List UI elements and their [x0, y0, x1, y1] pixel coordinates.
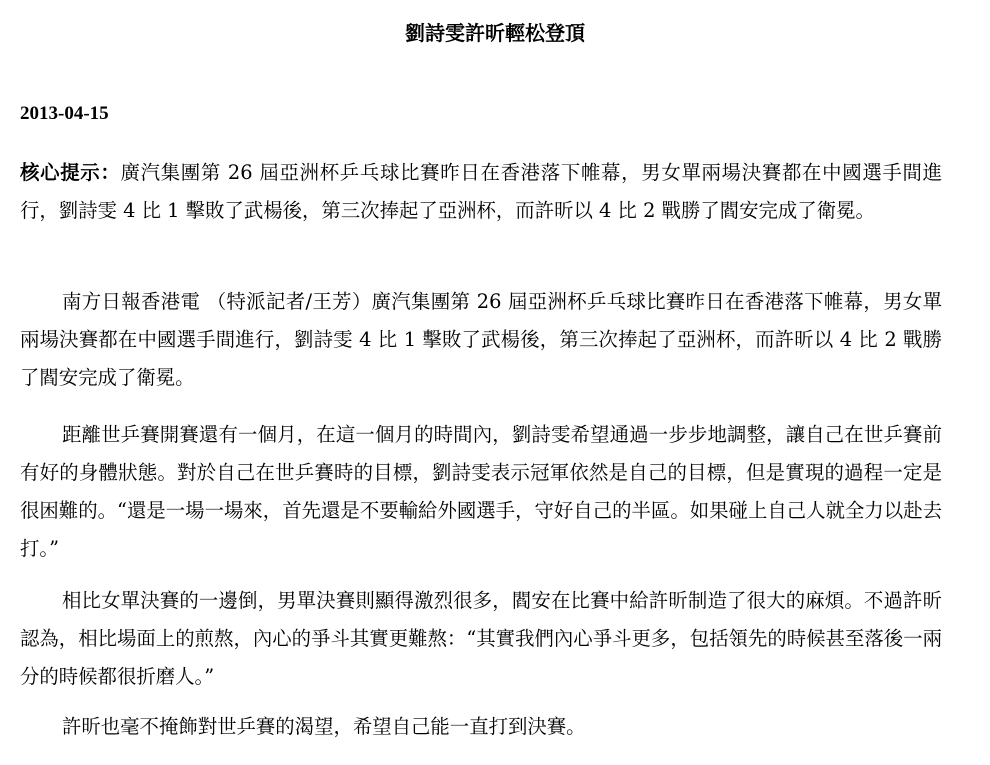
article-title: 劉詩雯許昕輕松登頂 [405, 21, 585, 45]
body-paragraph-1: 南方日報香港電 （特派記者/王芳）廣汽集團第 26 屆亞洲杯乒乓球比賽昨日在香港落下帷幕，男女單兩場決賽都在中國選手間進行，劉詩雯 4 比 1 擊敗了武楊後，第三次捧起了亞洲杯，而許昕以 4 比 2 戰勝了閻安完成了衛冕。 [20, 290, 942, 389]
summary-label: 核心提示： [20, 161, 121, 184]
summary-text: 廣汽集團第 26 屆亞洲杯乒乓球比賽昨日在香港落下帷幕，男女單兩場決賽都在中國選手間進行，劉詩雯 4 比 1 擊敗了武楊後，第三次捧起了亞洲杯，而許昕以 4 比 2 戰勝了閻安完成了衛冕。 [20, 161, 943, 222]
article-date: 2013-04-15 [20, 103, 109, 124]
summary-paragraph [20, 154, 942, 230]
body-paragraph-4: 許昕也毫不掩飾對世乒賽的渴望，希望自己能一直打到決賽。 [62, 715, 586, 738]
body-paragraph-2: 距離世乒賽開賽還有一個月，在這一個月的時間內，劉詩雯希望通過一步步地調整，讓自己在世乒賽前有好的身體狀態。對於自己在世乒賽時的目標，劉詩雯表示冠軍依然是自己的目標，但是實現的過程一定是很困難的。“還是一場一場來，首先還是不要輸給外國選手，守好自己的半區。如果碰上自己人就全力以赴去打。” [20, 423, 942, 560]
body-paragraph-3: 相比女單決賽的一邊倒，男單決賽則顯得激烈很多，閻安在比賽中給許昕制造了很大的麻煩。不過許昕認為，相比場面上的煎熬，內心的爭斗其實更難熬：“其實我們內心爭斗更多，包括領先的時候甚至落後一兩分的時候都很折磨人。” [20, 589, 942, 688]
